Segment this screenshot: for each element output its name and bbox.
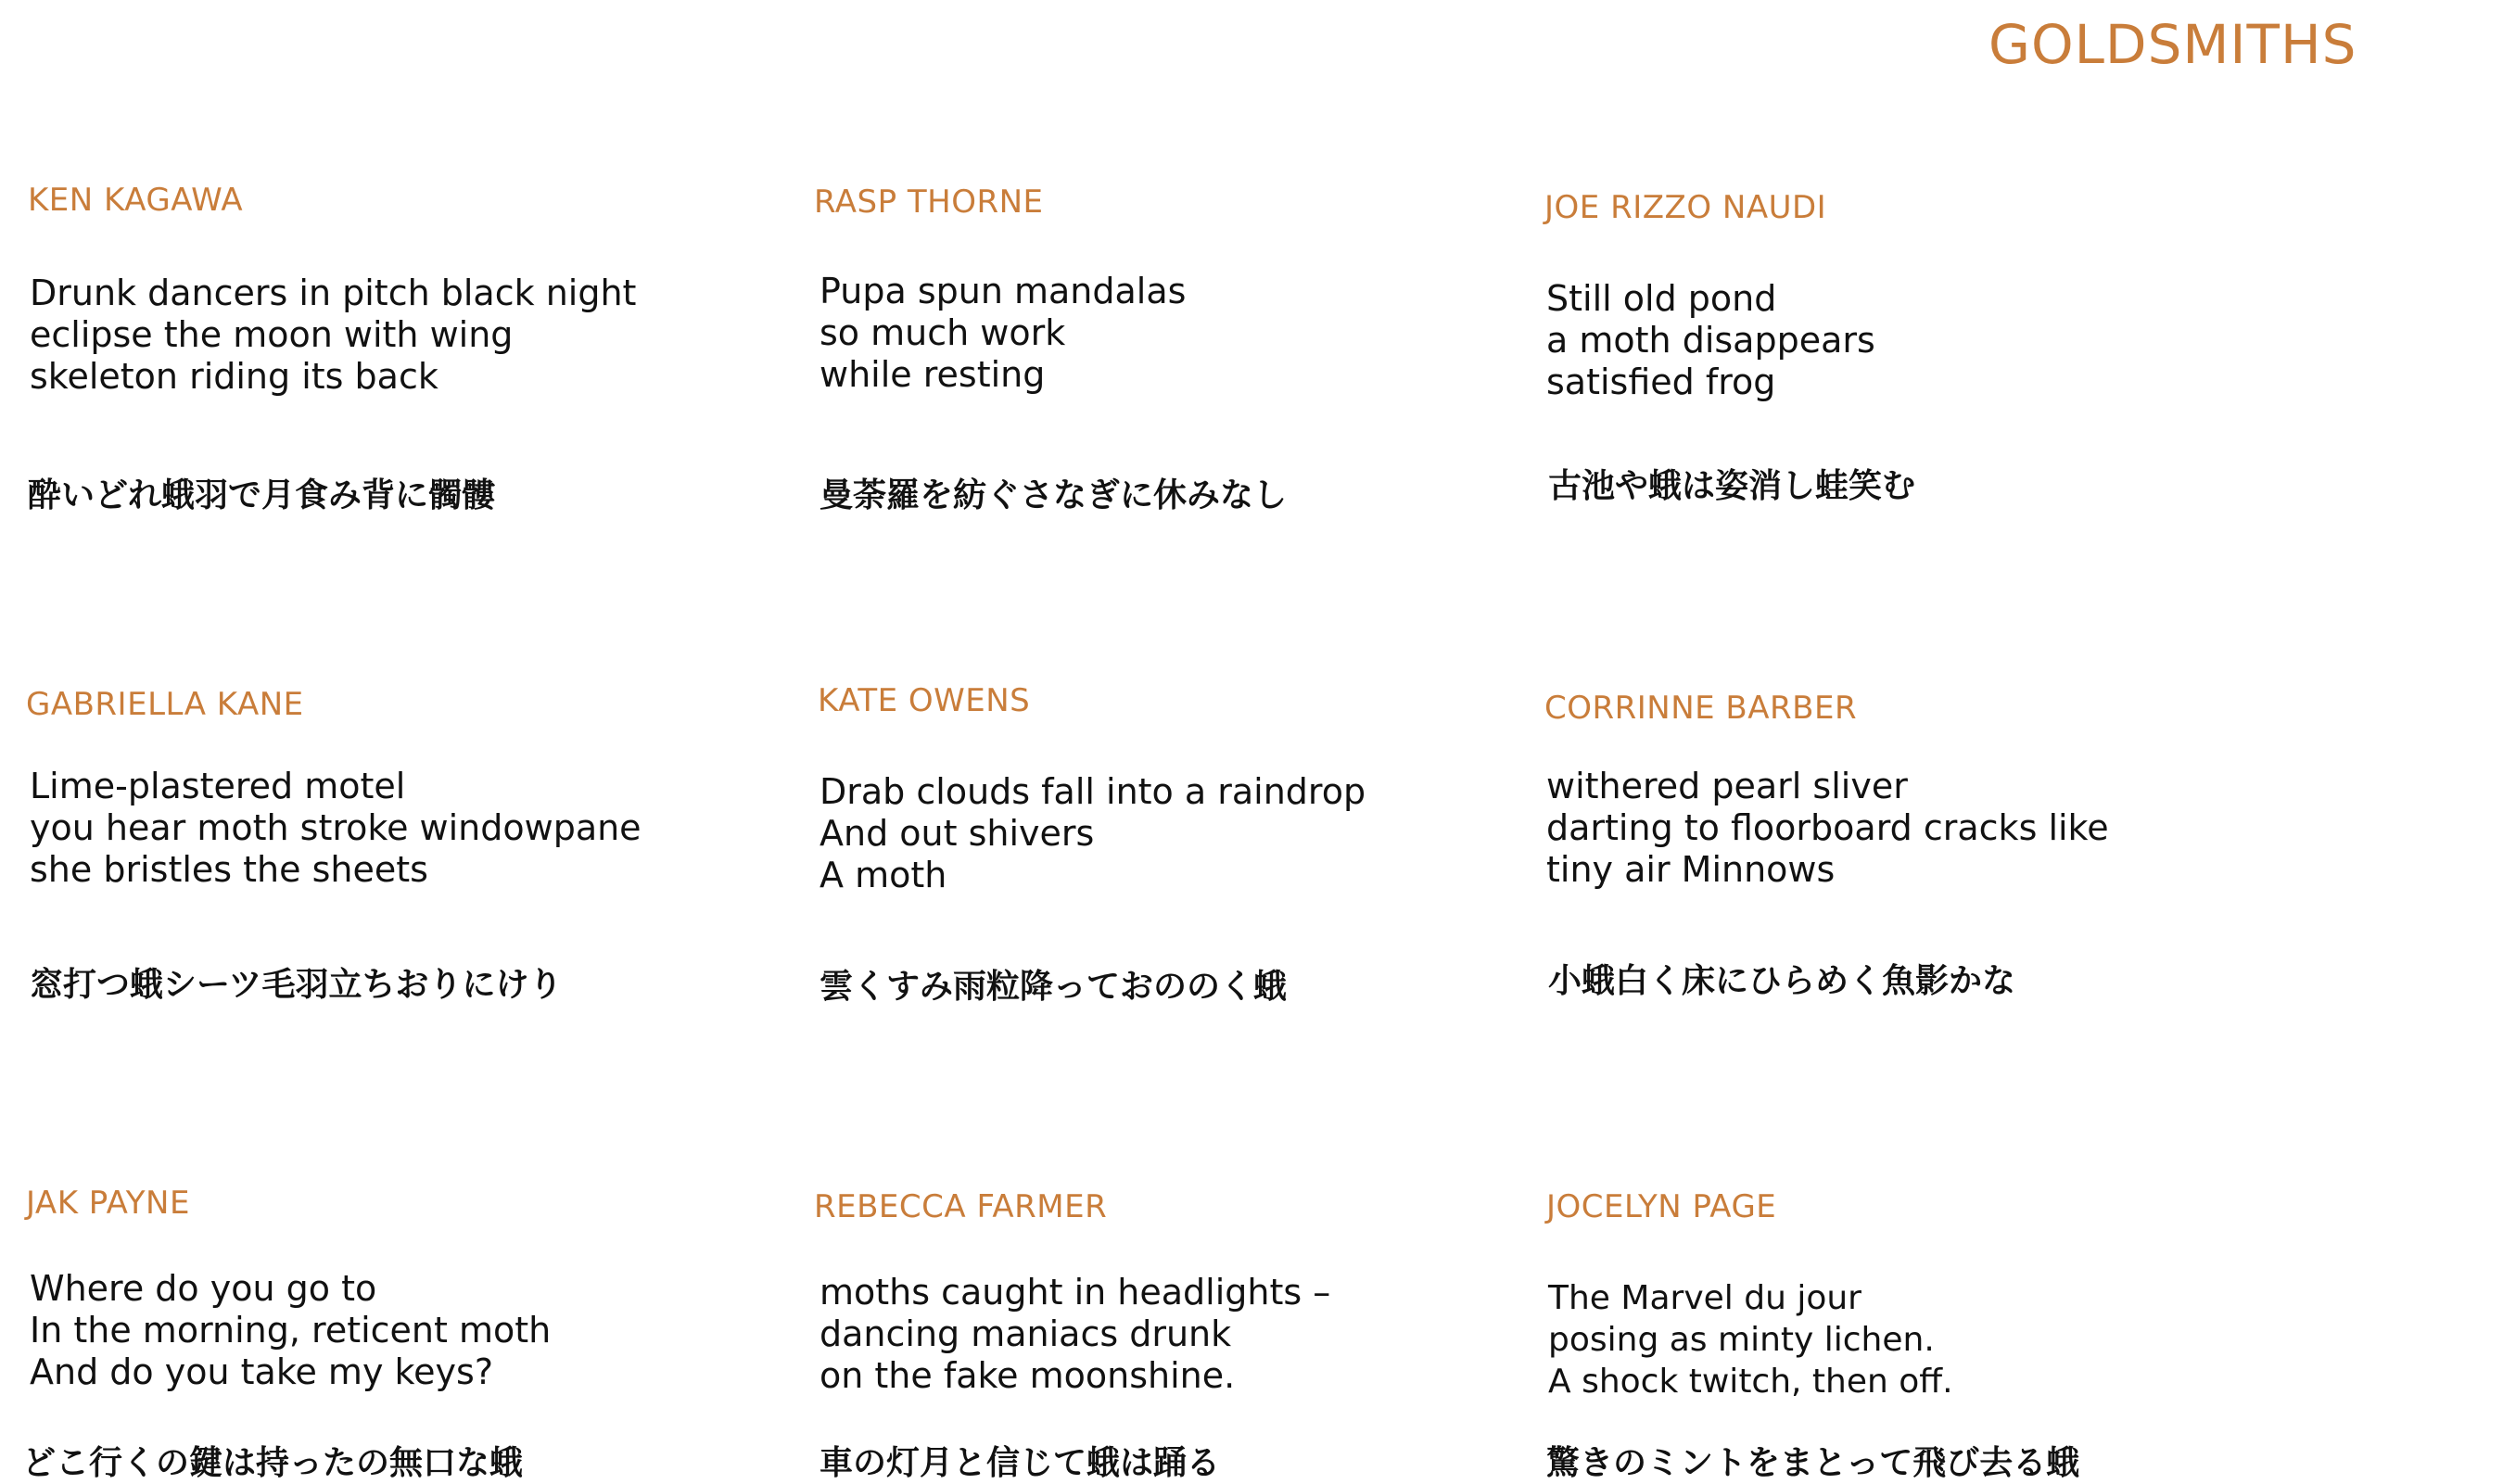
poem-card-rasp-thorne — [814, 184, 1288, 514]
poem-author: CORRINNE BARBER — [1544, 690, 1858, 727]
poem-author: JOCELYN PAGE — [1546, 1188, 1777, 1225]
poem-author: JOE RIZZO NAUDI — [1544, 189, 1827, 226]
poem-japanese: 雲くすみ雨粒降っておののく蛾 — [820, 968, 1288, 1006]
poem-card-jocelyn-page — [1546, 1188, 2080, 1482]
poem-line: And out shivers — [820, 813, 1095, 854]
poem-japanese: 車の灯月と信じて蛾は踊る — [820, 1444, 1221, 1482]
poem-line: posing as minty lichen. — [1548, 1321, 1935, 1359]
poem-author: JAK PAYNE — [26, 1185, 190, 1222]
poem-english — [30, 766, 642, 891]
poem-line: A moth — [820, 855, 947, 895]
poem-card-ken-kagawa — [28, 182, 637, 514]
poem-japanese: 小蛾白く床にひらめく魚影かな — [1548, 962, 2016, 1000]
poem-line: tiny air Minnows — [1546, 849, 1836, 890]
poem-english — [1546, 766, 2109, 891]
poem-card-rebecca-farmer — [814, 1188, 1331, 1482]
poem-line: you hear moth stroke windowpane — [30, 807, 642, 848]
poem-english — [1546, 278, 1875, 403]
poem-line: withered pearl sliver — [1546, 766, 1908, 806]
poem-line: The Marvel du jour — [1548, 1279, 1861, 1317]
poem-card-jak-payne — [22, 1185, 552, 1482]
poem-japanese: 曼荼羅を紡ぐさなぎに休みなし — [820, 476, 1288, 514]
poem-line: Still old pond — [1546, 278, 1777, 319]
poem-line: she bristles the sheets — [30, 849, 428, 890]
poem-line: In the morning, reticent moth — [30, 1310, 552, 1351]
poem-card-corrinne-barber — [1544, 690, 2109, 1000]
poem-line: moths caught in headlights – — [820, 1272, 1331, 1313]
poem-english — [820, 1272, 1330, 1397]
poem-english — [820, 771, 1366, 896]
poem-line: Pupa spun mandalas — [820, 271, 1187, 311]
poem-japanese: 古池や蛾は姿消し蛙笑む — [1548, 467, 1916, 505]
poem-author: RASP THORNE — [814, 184, 1044, 221]
poem-line: A shock twitch, then off. — [1548, 1363, 1953, 1401]
poem-japanese: どこ行くの鍵は持ったの無口な蛾 — [22, 1444, 524, 1482]
poem-line: satisfied frog — [1546, 361, 1776, 402]
poem-author: REBECCA FARMER — [814, 1188, 1108, 1225]
poem-card-joe-rizzo-naudi — [1544, 189, 1916, 505]
poem-line: Drab clouds fall into a raindrop — [820, 771, 1366, 812]
poem-line: while resting — [820, 354, 1046, 395]
poem-card-gabriella-kane — [26, 686, 642, 1004]
poem-japanese: 窓打つ蛾シーツ毛羽立ちおりにけり — [30, 966, 563, 1004]
poem-japanese: 酔いどれ蛾羽で月食み背に髑髏 — [28, 476, 496, 514]
poem-card-kate-owens — [818, 682, 1366, 1006]
poem-line: so much work — [820, 312, 1066, 353]
poem-line: Lime-plastered motel — [30, 766, 406, 806]
poem-english — [30, 1268, 551, 1393]
poem-line: Drunk dancers in pitch black night — [30, 273, 637, 313]
poem-author: KEN KAGAWA — [28, 182, 244, 219]
poem-line: And do you take my keys? — [30, 1351, 493, 1392]
poem-line: a moth disappears — [1546, 320, 1875, 361]
poem-japanese: 驚きのミントをまとって飛び去る蛾 — [1546, 1444, 2080, 1482]
poem-english — [1548, 1277, 1953, 1402]
poem-line: darting to floorboard cracks like — [1546, 807, 2109, 848]
poem-english — [820, 271, 1186, 396]
poem-author: KATE OWENS — [818, 682, 1031, 719]
poem-author: GABRIELLA KANE — [26, 686, 304, 723]
poem-line: on the fake moonshine. — [820, 1355, 1236, 1396]
poem-line: skeleton riding its back — [30, 356, 438, 397]
poem-line: eclipse the moon with wing — [30, 314, 514, 355]
brand-logo-text: GOLDSMITHS — [1988, 13, 2357, 76]
poem-line: dancing maniacs drunk — [820, 1313, 1232, 1354]
poem-line: Where do you go to — [30, 1268, 377, 1309]
poem-english — [30, 273, 636, 398]
